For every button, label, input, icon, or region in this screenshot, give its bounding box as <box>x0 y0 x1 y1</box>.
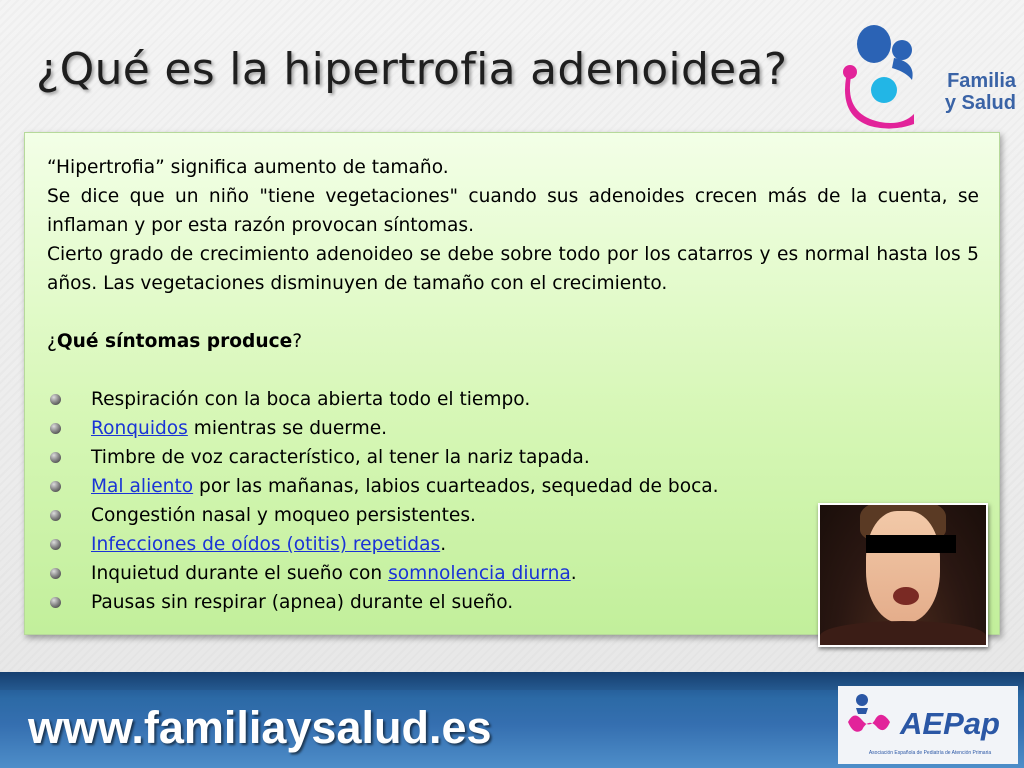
symptom-text: Respiración con la boca abierta todo el tiempo. <box>91 389 531 410</box>
spacer <box>47 356 979 385</box>
aepap-emblem-icon <box>844 692 904 748</box>
child-photo <box>818 503 988 647</box>
symptom-item <box>47 414 979 443</box>
slide-title: ¿Qué es la hipertrofia adenoidea? <box>36 44 788 95</box>
symptom-item <box>47 443 979 472</box>
aepap-subtitle: Asociación Española de Pediatría de Atención Primaria <box>868 750 992 756</box>
symptom-text: . <box>440 534 447 555</box>
symptom-text: por las mañanas, labios cuarteados, sequedad de boca. <box>193 476 719 497</box>
bullet-icon <box>50 481 61 492</box>
photo-face <box>866 511 940 623</box>
aepap-text: AEPap <box>900 706 1000 741</box>
symptom-text: Inquietud durante el sueño con <box>91 563 389 584</box>
footer-bar <box>0 672 1024 768</box>
bullet-icon <box>50 597 61 608</box>
bullet-icon <box>50 394 61 405</box>
spacer <box>47 298 979 327</box>
familia-y-salud-logo <box>840 22 1016 130</box>
mal-aliento-link[interactable]: Mal aliento <box>91 476 194 497</box>
ronquidos-link[interactable]: Ronquidos <box>91 418 188 439</box>
definition-paragraph: “Hipertrofia” significa aumento de tamaño. <box>47 157 449 178</box>
bullet-icon <box>50 539 61 550</box>
logo-line-y-salud: y Salud <box>944 92 1016 114</box>
symptom-text: Congestión nasal y moqueo persistentes. <box>91 505 476 526</box>
question-close-mark: ? <box>292 331 303 352</box>
website-url: www.familiaysalud.es <box>28 702 492 753</box>
aepap-logo <box>838 686 1018 764</box>
logo-line-familia: Familia <box>947 70 1016 92</box>
question-bold-text: Qué síntomas produce <box>56 331 293 352</box>
symptom-text: Pausas sin respirar (apnea) durante el sueño. <box>91 592 514 613</box>
bullet-icon <box>50 568 61 579</box>
symptom-text: mientras se duerme. <box>187 418 388 439</box>
symptom-item <box>47 472 979 501</box>
growth-paragraph: Cierto grado de crecimiento adenoideo se debe sobre todo por los catarros y es normal hasta los 5 años. Las vegetaciones disminuyen de tamaño con el crecimiento. <box>47 244 979 294</box>
somnolencia-diurna-link[interactable]: somnolencia diurna <box>388 563 571 584</box>
symptom-text: Timbre de voz característico, al tener la nariz tapada. <box>91 447 590 468</box>
censor-bar <box>866 535 956 553</box>
symptoms-question <box>47 327 979 356</box>
bullet-icon <box>50 452 61 463</box>
otitis-link[interactable]: Infecciones de oídos (otitis) repetidas <box>91 534 441 555</box>
question-open-mark: ¿ <box>47 331 57 352</box>
vegetaciones-paragraph: Se dice que un niño "tiene vegetaciones" cuando sus adenoides crecen más de la cuenta, se inflaman y por esta razón provocan síntomas. <box>47 186 979 236</box>
photo-shirt <box>820 621 986 647</box>
symptom-item <box>47 385 979 414</box>
bullet-icon <box>50 423 61 434</box>
symptom-text: . <box>570 563 577 584</box>
photo-mouth <box>893 587 919 605</box>
bullet-icon <box>50 510 61 521</box>
